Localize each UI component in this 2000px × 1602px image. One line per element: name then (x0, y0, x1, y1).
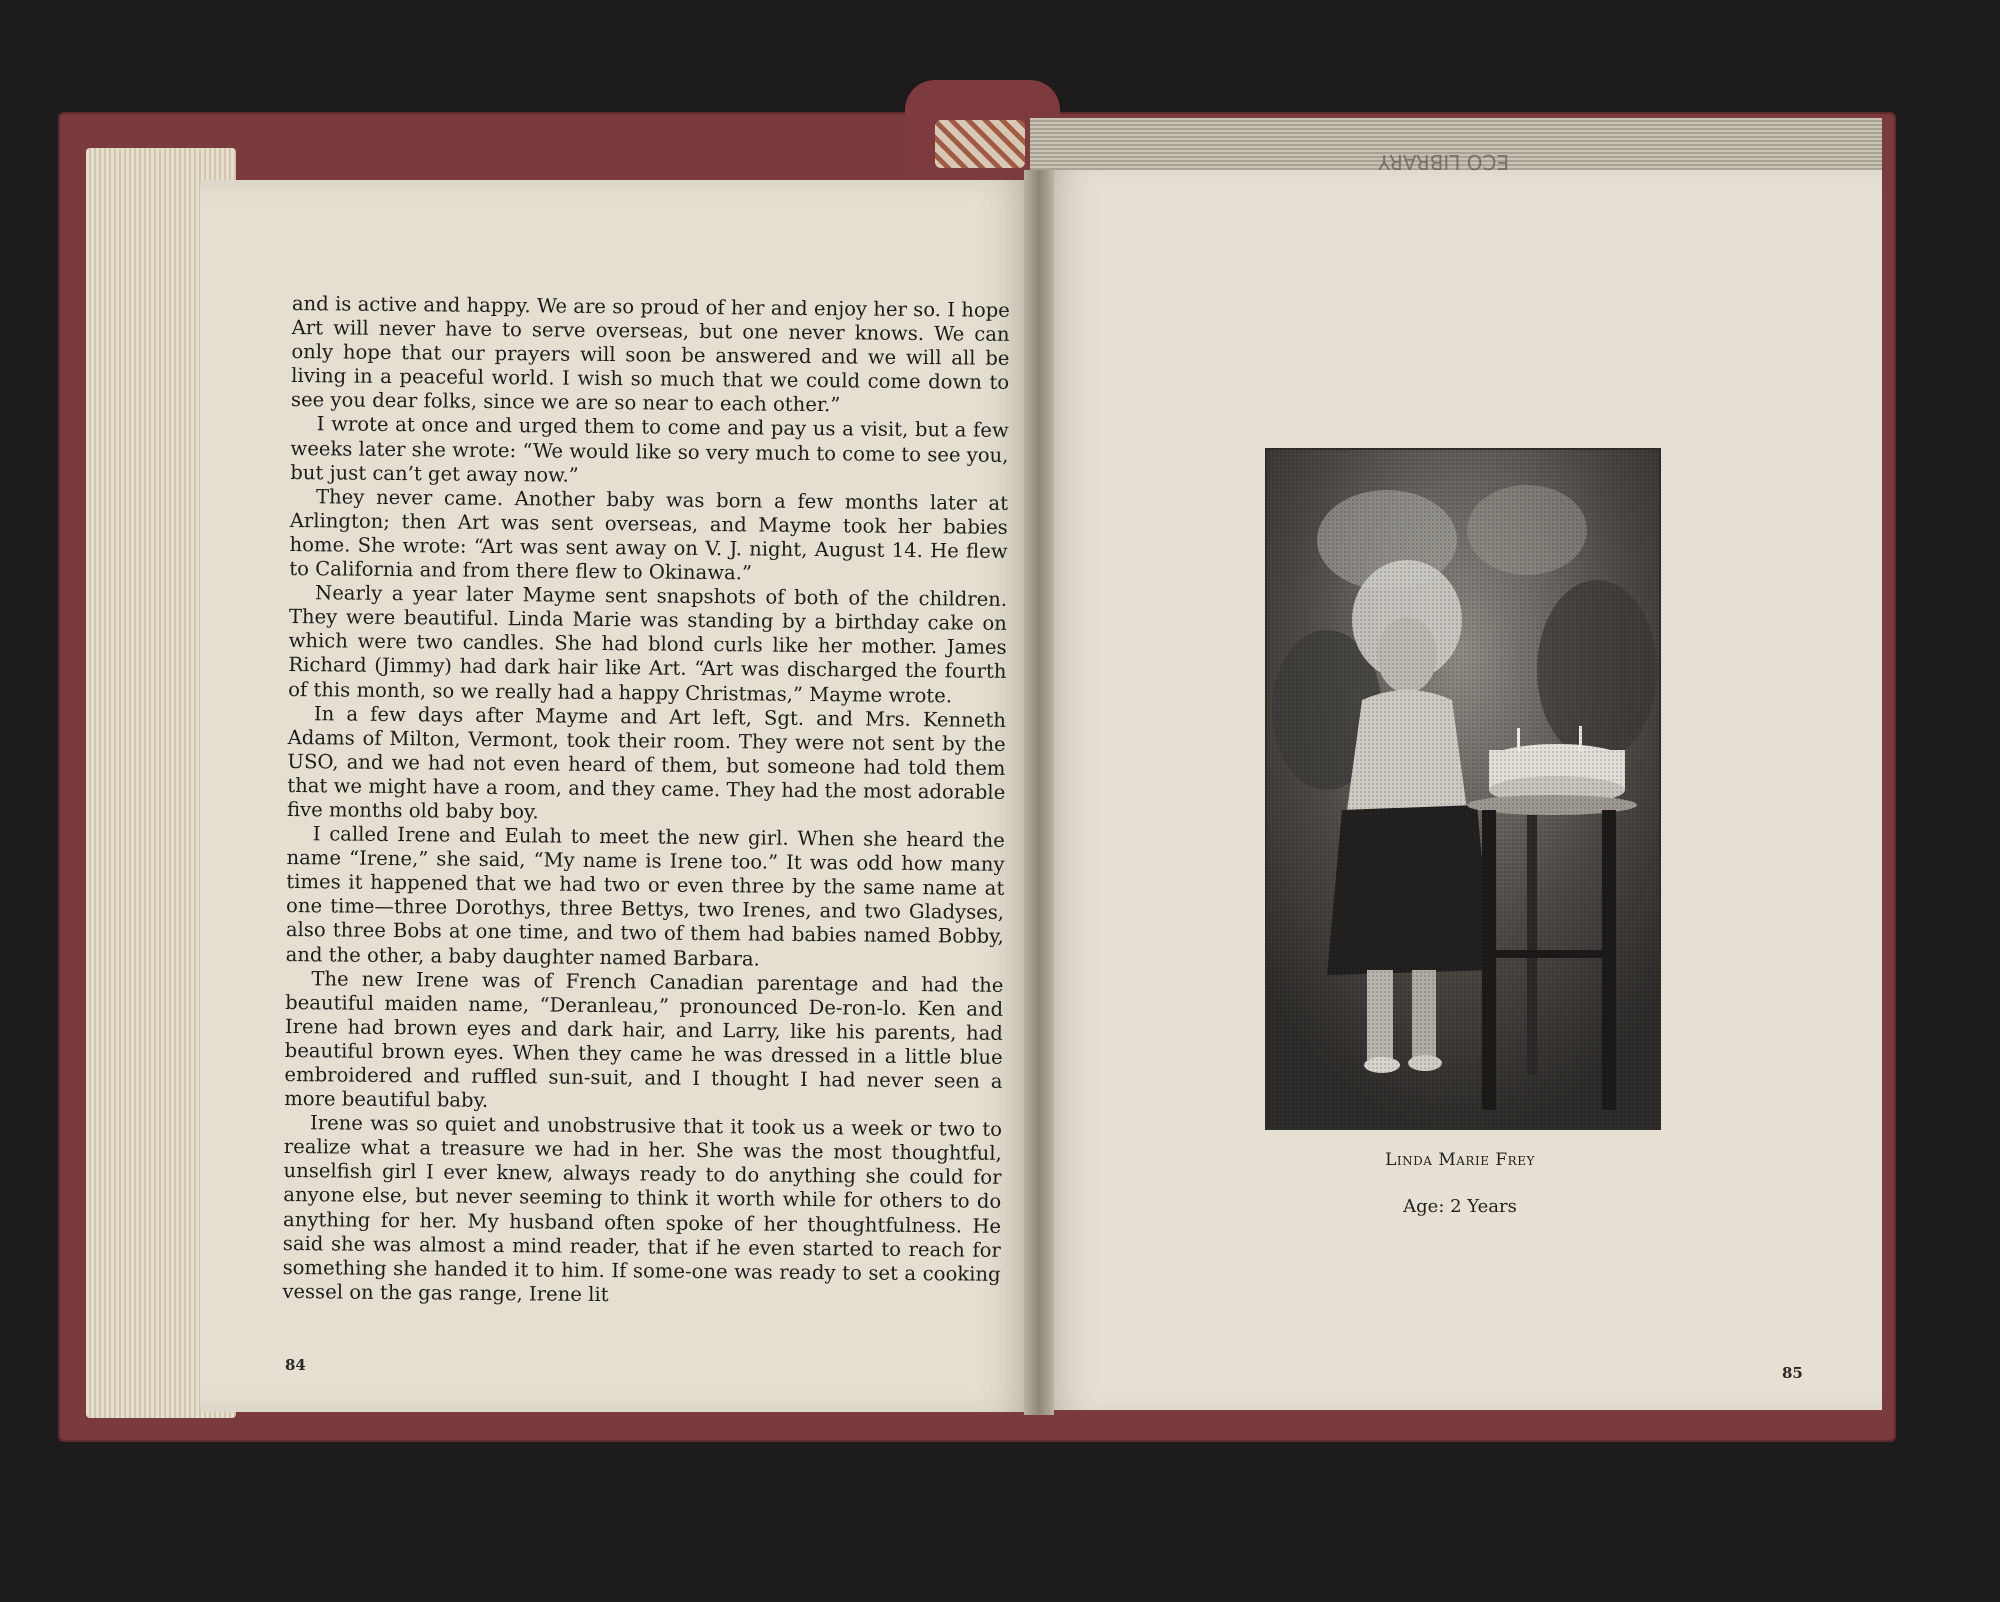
left-page-text (282, 292, 1010, 1311)
book-gutter (1024, 170, 1054, 1415)
library-stamp: ECO LIBRARY (1378, 150, 1510, 174)
paragraph: I called Irene and Eulah to meet the new girl. When she heard the name “Irene,” she said, “My name is Irene too.” It was odd how many times it happened that we had two or even three by the same name at one time—three Dorothys, three Bettys, two Irenes, and two Gladyses, also three Bobs at one time, and two of them had babies named Bobby, and the other, a baby daughter named Barbara. (285, 822, 1005, 971)
paragraph: I wrote at once and urged them to come and pay us a visit, but a few weeks later she wrote: “We would like so very much to come to see you, but just can’t get away now.” (290, 412, 1009, 487)
photo-caption-name: Linda Marie Frey (1385, 1150, 1535, 1170)
paragraph: Nearly a year later Mayme sent snapshots of both of the children. They were beautiful. Linda Marie was standing by a birthday cake on which were two candles. She had blond curls like her mother. James Richard (Jimmy) had dark hair like Art. “Art was discharged the fourth of this month, so we really had a happy Christmas,” Mayme wrote. (288, 581, 1008, 707)
paragraph: Irene was so quiet and unobstrusive that it took us a week or two to realize what a treasure we had in her. She was the most thoughtful, unselfish girl I ever knew, always ready to do anything she could for anyone else, but never seeming to think it worth while for others to do anything for her. My husband often spoke of her thoughtfulness. He said she was almost a mind reader, that if he even started to reach for something she handed it to him. If some-one was ready to set a cooking vessel on the gas range, Irene lit (282, 1111, 1003, 1306)
paragraph: The new Irene was of French Canadian parentage and had the beautiful maiden name, “Deranleau,” pronounced De-ron-lo. Ken and Irene had brown eyes and dark hair, and Larry, like his parents, had beautiful brown eyes. When they came he was dressed in a little blue embroidered and ruffled sun-suit, and I thought I had never seen a more beautiful baby. (284, 966, 1004, 1113)
photograph (1265, 448, 1661, 1130)
page-number-right: 85 (1782, 1364, 1803, 1382)
bookmark-ribbon (935, 120, 1025, 168)
photo-caption-age: Age: 2 Years (1403, 1196, 1517, 1217)
paragraph: and is active and happy. We are so proud of her and enjoy her so. I hope Art will never have to serve overseas, but one never knows. We can only hope that our prayers will soon be answered and we will all be living in a peaceful world. I wish so much that we could come down to see you dear folks, since we are so near to each other.” (290, 292, 1010, 417)
paragraph: In a few days after Mayme and Art left, Sgt. and Mrs. Kenneth Adams of Milton, Vermont, took their room. They were not sent by the USO, and we had not even heard of them, but someone had told them that we might have a room, and they came. They had the most adorable five months old baby boy. (286, 701, 1007, 824)
page-number-left: 84 (285, 1356, 306, 1374)
paragraph: They never came. Another baby was born a few months later at Arlington; then Art was sent overseas, and Mayme took her babies home. She wrote: “Art was sent away on V. J. night, August 14. He flew to California and from there flew to Okinawa.” (289, 484, 1009, 585)
